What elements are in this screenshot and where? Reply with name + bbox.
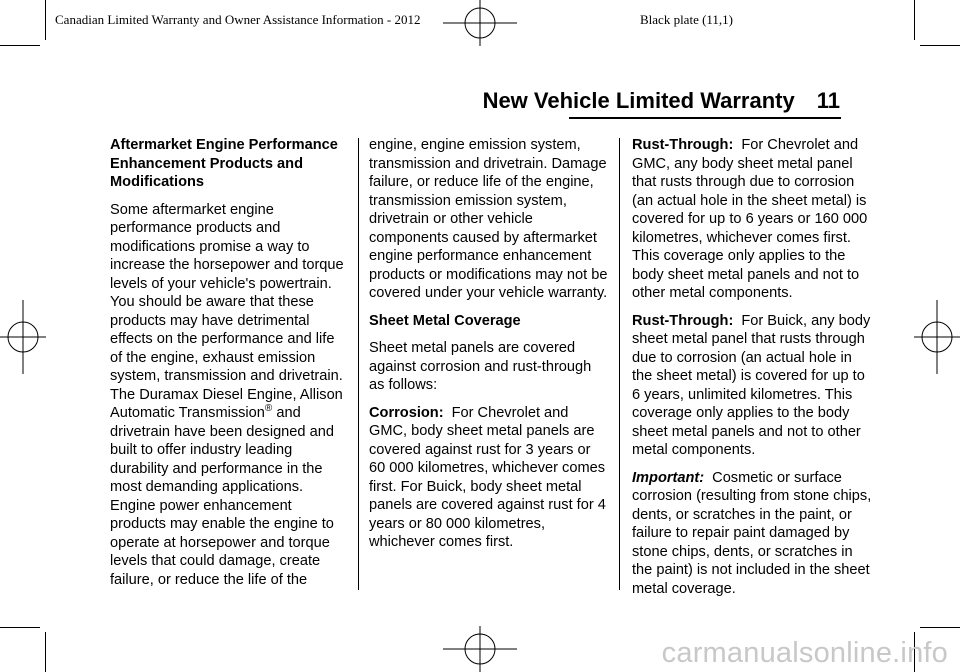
label-rust-through-2: Rust-Through: xyxy=(632,312,734,329)
section-title-text: New Vehicle Limited Warranty xyxy=(482,88,795,113)
label-corrosion: Corrosion: xyxy=(369,404,444,421)
crop-mark-tr-h xyxy=(920,45,960,46)
column-2 xyxy=(369,136,609,561)
crop-mark-bl-v xyxy=(45,632,46,672)
section-title xyxy=(483,88,840,114)
registration-mark-bottom-icon xyxy=(443,626,517,672)
print-header-title: Canadian Limited Warranty and Owner Assistance Information - 2012 xyxy=(55,12,421,27)
column-divider-1 xyxy=(358,138,359,590)
registration-mark-right-icon xyxy=(914,300,960,374)
heading-sheet-metal: Sheet Metal Coverage xyxy=(369,312,521,329)
crop-mark-bl-h xyxy=(0,627,40,628)
crop-mark-tl-h xyxy=(0,45,40,46)
paragraph-continued: engine, engine emission system, transmission and drivetrain. Damage failure, or reduce life of the engine, transmission emission system, drivetrain or other vehicle components caused by aftermarket engine performance enhancement products or modifications may not be covered under your vehicle warranty. xyxy=(369,137,608,301)
column-divider-2 xyxy=(619,138,620,590)
heading-aftermarket: Aftermarket Engine Performance Enhancement Products and Modifications xyxy=(110,137,338,190)
paragraph-rust-through-chevrolet: Rust-Through: For Chevrolet and GMC, any body sheet metal panel that rusts through due to corrosion (an actual hole in the sheet metal) is covered for up to 6 years or 160 000 kilometres, whichever comes first. This coverage only applies to the body sheet metal panels and not to other metal components. xyxy=(632,137,868,301)
registration-mark-left-icon xyxy=(0,300,46,374)
watermark: carmanualsonline.info xyxy=(661,637,948,669)
crop-mark-br-h xyxy=(920,627,960,628)
paragraph-important: Important: Cosmetic or surface corrosion (resulting from stone chips, dents, or scratches in the paint, or failure to repair paint damaged by stone chips, dents, or scratches in the paint) is not included in the sheet metal coverage. xyxy=(632,469,872,597)
column-3 xyxy=(632,136,872,607)
paragraph-sheet-metal: Sheet metal panels are covered against corrosion and rust-through as follows: xyxy=(369,340,592,393)
paragraph-aftermarket: Some aftermarket engine performance products and modifications promise a way to increase the horsepower and torque levels of your vehicle's powertrain. You should be aware that these products may have detrimental effects on the performance and life of the engine, exhaust emission system, transmission and drivetrain. The Duramax Diesel Engine, Allison Automatic Transmission® and drivetrain have been designed and built to offer industry leading durability and performance in the most demanding applications. Engine power enhancement products may enable the engine to operate at horsepower and torque levels that could damage, create failure, or reduce the life of the xyxy=(110,201,344,588)
page-number: 11 xyxy=(816,88,840,113)
print-header-plate: Black plate (11,1) xyxy=(640,12,734,27)
column-1 xyxy=(110,136,350,598)
crop-mark-tl-v xyxy=(45,0,46,40)
crop-mark-tr-v xyxy=(914,0,915,40)
registered-mark: ® xyxy=(264,403,273,415)
title-rule xyxy=(569,117,841,119)
registration-mark-top-icon xyxy=(443,0,517,46)
paragraph-rust-through-buick: Rust-Through: For Buick, any body sheet metal panel that rusts through due to corrosion (an actual hole in the sheet metal) is covered for up to 6 years, unlimited kilometres. This coverage only applies to the body sheet metal panels and not to other metal components. xyxy=(632,312,871,458)
label-rust-through-1: Rust-Through: xyxy=(632,137,734,153)
label-important: Important: xyxy=(632,469,705,486)
paragraph-corrosion: Corrosion: For Chevrolet and GMC, body sheet metal panels are covered against rust for 3 years or 60 000 kilometres, whichever comes first. For Buick, body sheet metal panels are covered against rust for 4 years or 80 000 kilometres, whichever comes first. xyxy=(369,404,606,550)
